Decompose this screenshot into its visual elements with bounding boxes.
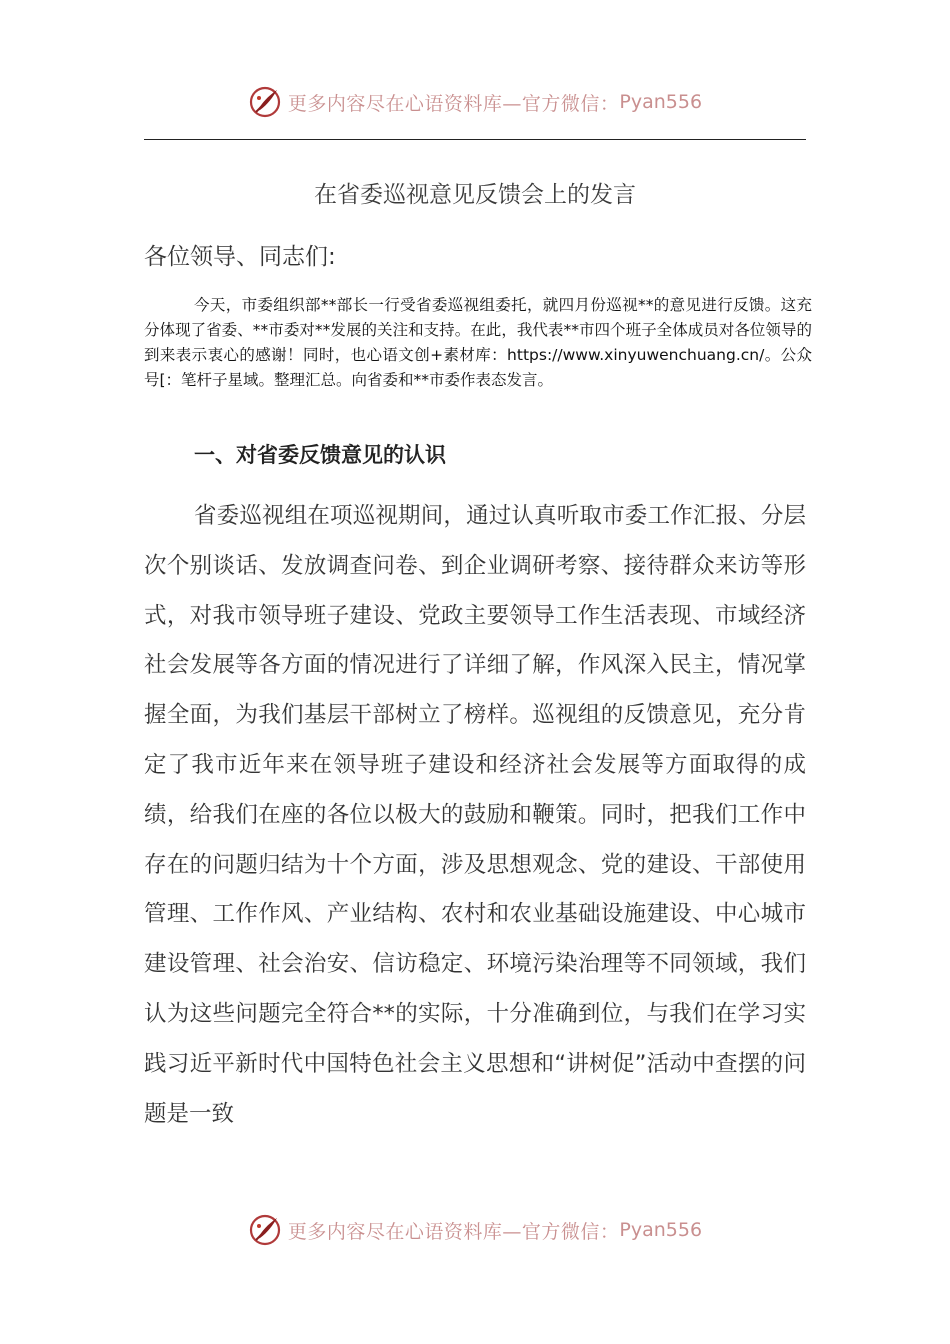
watermark-text: 更多内容尽在心语资料库—官方微信： [287, 92, 620, 115]
watermark-handle: Pyan556 [619, 91, 703, 113]
watermark-text: 更多内容尽在心语资料库—官方微信： [287, 1220, 620, 1243]
watermark-handle: Pyan556 [619, 1219, 703, 1241]
document-title: 在省委巡视意见反馈会上的发言 [314, 182, 636, 208]
footer-watermark [0, 1210, 950, 1250]
section-heading: 一、对省委反馈意见的认识 [194, 443, 446, 467]
header-divider [144, 139, 806, 140]
quill-pen-logo-icon [248, 1213, 282, 1247]
header-watermark [0, 82, 950, 122]
salutation: 各位领导、同志们: [144, 244, 336, 270]
intro-paragraph: 今天，市委组织部**部长一行受省委巡视组委托，就四月份巡视**的意见进行反馈。这充分体现了省委、**市委对**发展的关注和支持。在此，我代表**市四个班子全体成员对各位领导的到来表示衷心的感谢！同时，也心语文创+素材库：https://www.xinyuwenchuang.cn/。公众号[：笔杆子星域。整理汇总。向省委和**市委作表态发言。 [144, 296, 812, 389]
body-paragraph: 省委巡视组在项巡视期间，通过认真听取市委工作汇报、分层次个别谈话、发放调查问卷、到企业调研考察、接待群众来访等形式，对我市领导班子建设、党政主要领导工作生活表现、市域经济社会发展等各方面的情况进行了详细了解，作风深入民主，情况掌握全面，为我们基层干部树立了榜样。巡视组的反馈意见，充分肯定了我市近年来在领导班子建设和经济社会发展等方面取得的成绩，给我们在座的各位以极大的鼓励和鞭策。同时，把我们工作中存在的问题归结为十个方面，涉及思想观念、党的建设、干部使用管理、工作作风、产业结构、农村和农业基础设施建设、中心城市建设管理、社会治安、信访稳定、环境污染治理等不同领域，我们认为这些问题完全符合**的实际，十分准确到位，与我们在学习实践习近平新时代中国特色社会主义思想和“讲树促”活动中查摆的问题是一致 [144, 503, 806, 1127]
quill-pen-logo-icon [248, 85, 282, 119]
